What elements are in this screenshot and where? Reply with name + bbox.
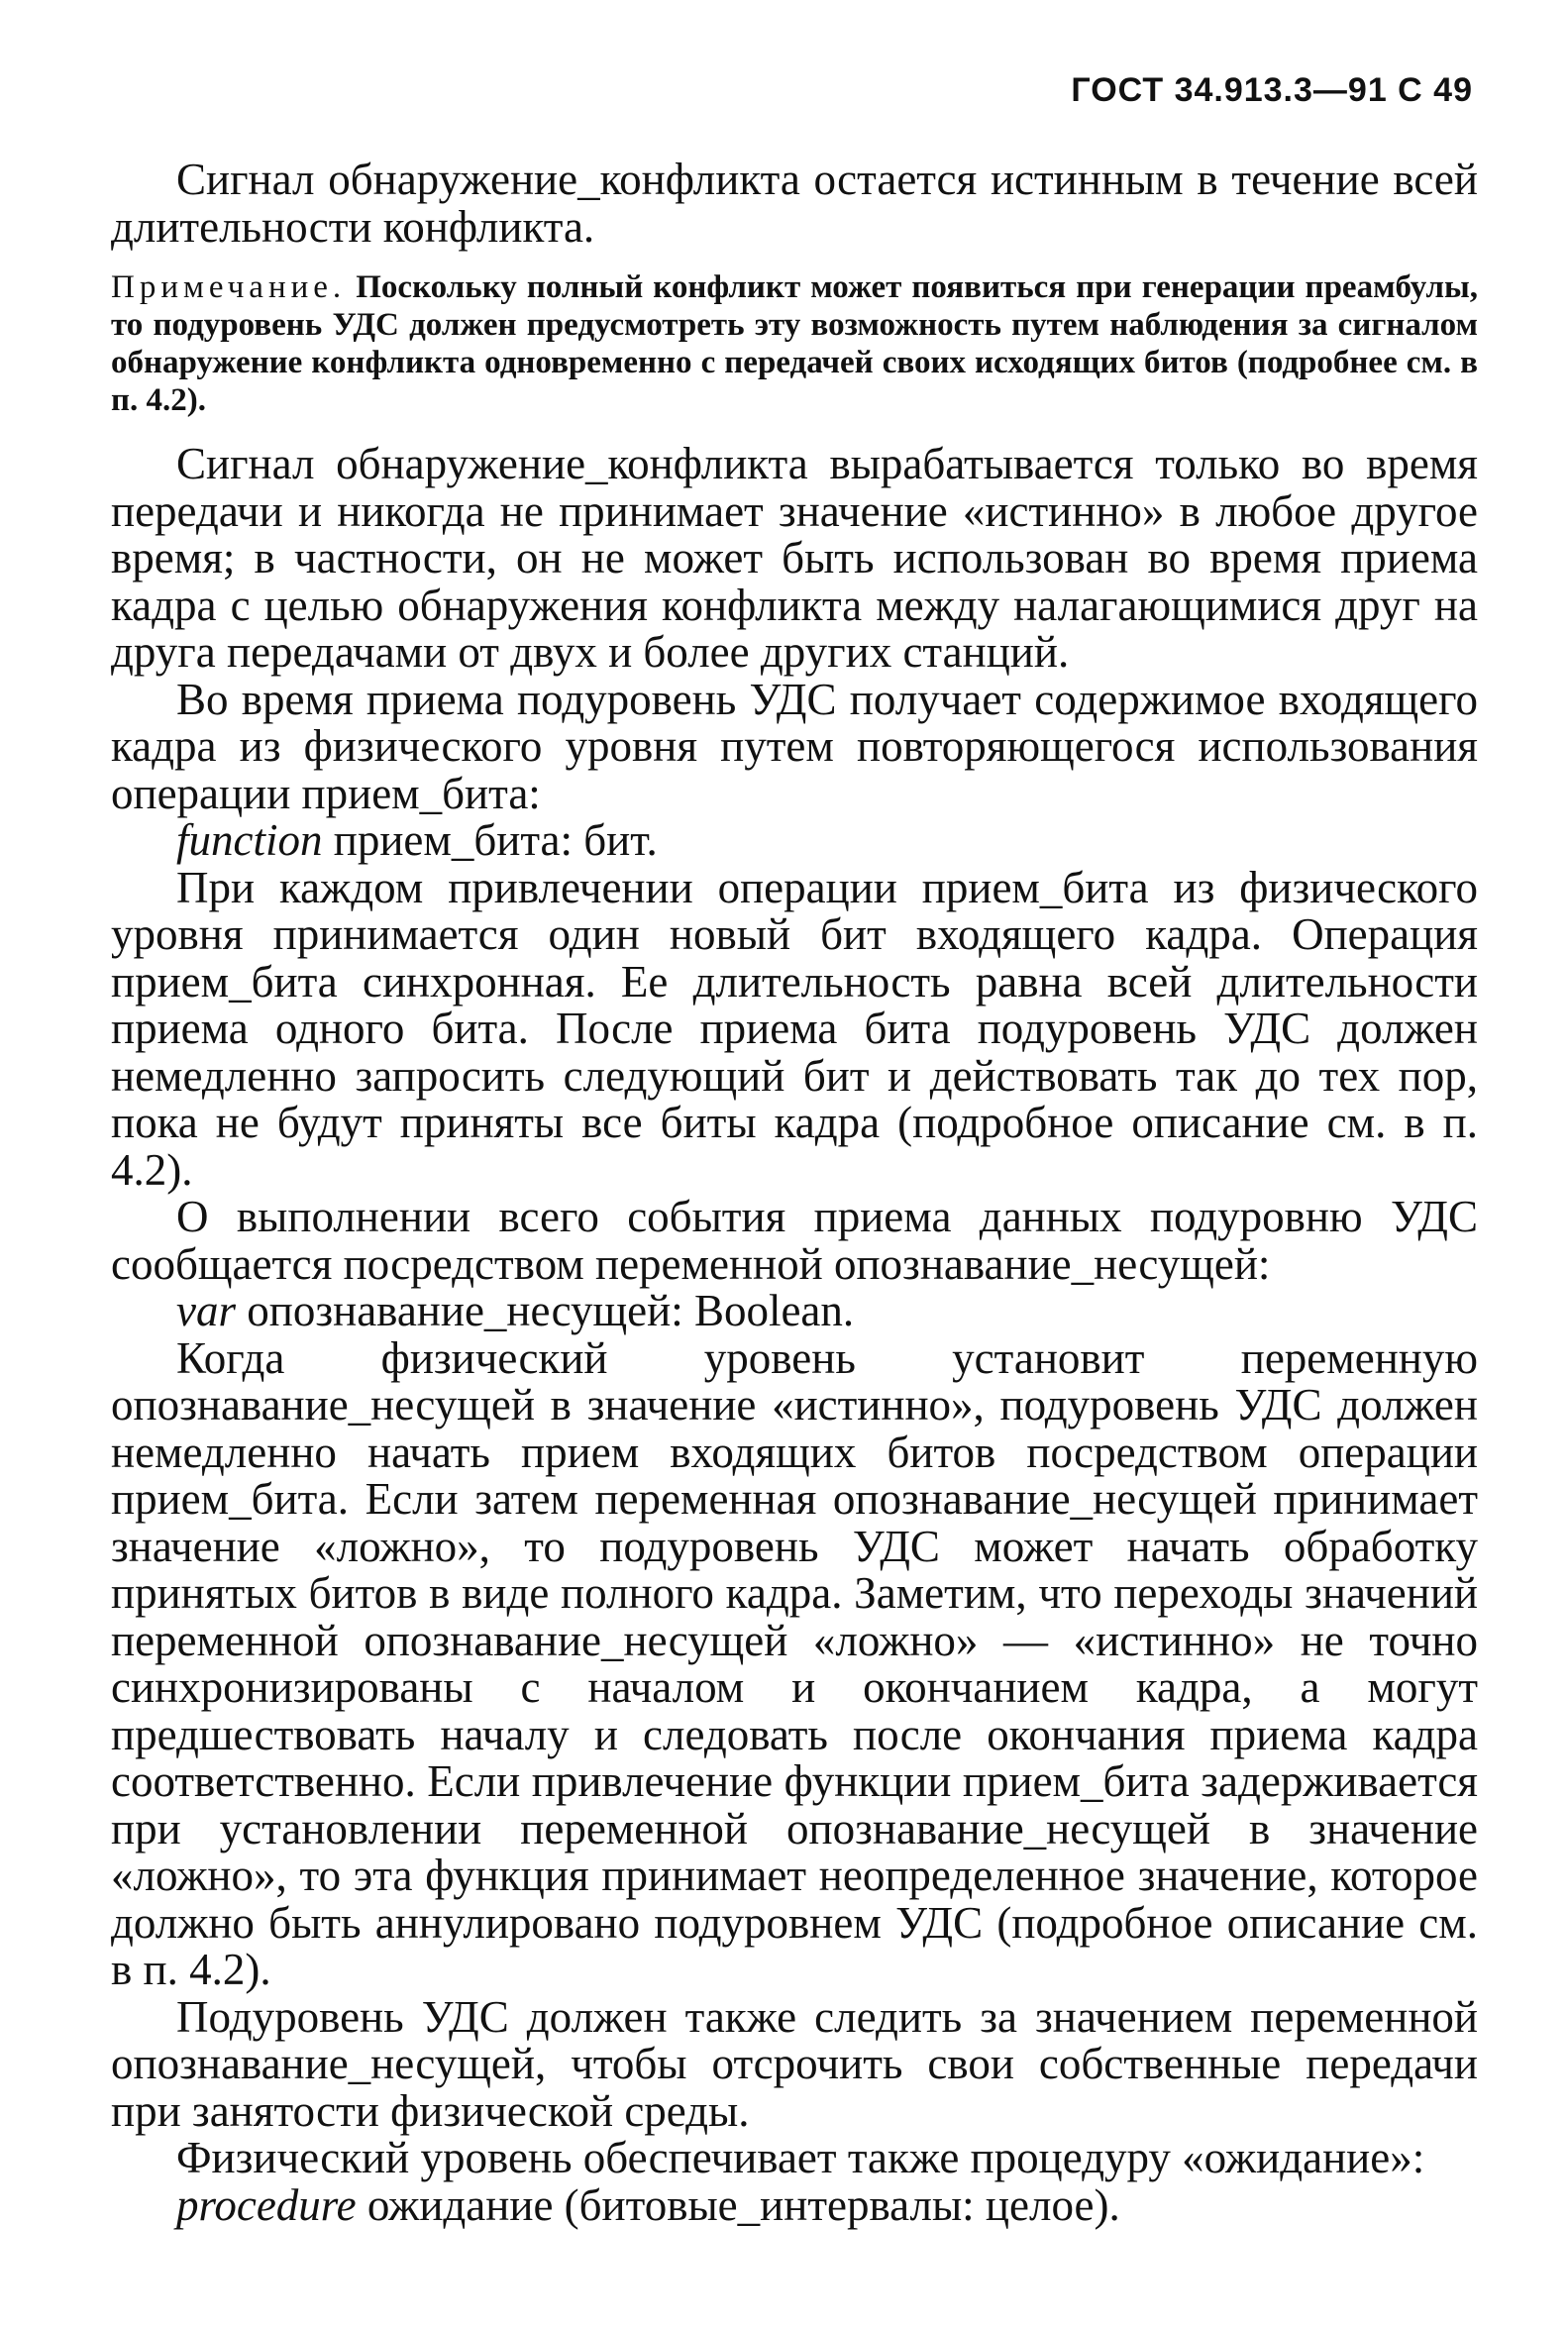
paragraph-carrier-sense-behavior: Когда физический уровень установит переменную опознавание_несущей в значение «истинно», подуровень УДС должен немедленно начать прием входящих битов посредством операции прием_бита. Если затем переменная опознавание_несущей принимает значение «ложно», то подуровень УДС может начать обработку принятых битов в виде полного кадра. Заметим, что переходы значений переменной опознавание_несущей «ложно» — «истинно» не точно синхронизированы с началом и окончанием кадра, а могут предшествовать началу и следовать после окончания приема кадра соответственно. Если привлечение функции прием_бита задерживается при установлении переменной опознавание_несущей в значение «ложно», то эта функция принимает неопределенное значение, которое должно быть аннулировано подуровнем УДС (подробное описание см. в п. 4.2). — [111, 1332, 1478, 1994]
code-procedure-wait — [111, 2179, 1478, 2230]
note-block — [111, 268, 1478, 419]
running-header: ГОСТ 34.913.3—91 С 49 — [1071, 71, 1473, 109]
code-function-signature: прием_бита: бит. — [322, 815, 658, 865]
paragraph-receive-bit-operation: При каждом привлечении операции прием_бита из физического уровня принимается один новый бит входящего кадра. Операция прием_бита синхронная. Ее длительность равна всей длительности приема одного бита. После приема бита подуровень УДС должен немедленно запросить следующий бит и действовать так до тех пор, пока не будут приняты все биты кадра (подробное описание см. в п. 4.2). — [111, 862, 1478, 1195]
code-keyword-procedure: procedure — [176, 2179, 357, 2230]
note-label: Примечание. — [111, 269, 347, 305]
paragraph-collision-detect-transmit: Сигнал обнаружение_конфликта вырабатывается только во время передачи и никогда не принимает значение «истинно» в любое другое время; в частности, он не может быть использован во время приема кадра с целью обнаружения конфликта между налагающимися друг на друга передачами от двух и более других станций. — [111, 439, 1478, 677]
code-keyword-function: function — [176, 815, 323, 865]
document-body — [111, 157, 1478, 2229]
paragraph-carrier-sense-intro: О выполнении всего события приема данных подуровню УДС сообщается посредством переменной опознавание_несущей: — [111, 1192, 1478, 1289]
code-keyword-var: var — [176, 1286, 236, 1335]
code-procedure-signature: ожидание (битовые_интервалы: целое). — [356, 2179, 1120, 2230]
paragraph-defer-transmission: Подуровень УДС должен также следить за значением переменной опознавание_несущей, чтобы отсрочить свои собственные передачи при занятости физической среды. — [111, 1991, 1478, 2136]
note-text: Поскольку полный конфликт может появиться при генерации преамбулы, то подуровень УДС должен предусмотреть эту возможность путем наблюдения за сигналом обнаружение конфликта одновременно с передачей своих исходящих битов (подробнее см. в п. 4.2). — [111, 269, 1478, 418]
code-function-receive-bit — [111, 817, 1478, 865]
paragraph-wait-procedure-intro: Физический уровень обеспечивает также процедуру «ожидание»: — [176, 2133, 1425, 2182]
paragraph-receive-bit-intro: Во время приема подуровень УДС получает содержимое входящего кадра из физического уровня путем повторяющегося использования операции прием_бита: — [111, 674, 1478, 818]
code-var-signature: опознавание_несущей: Boolean. — [236, 1286, 855, 1335]
code-var-carrier-sense — [111, 1288, 1478, 1335]
paragraph-collision-detect-true: Сигнал обнаружение_конфликта остается истинным в течение всей длительности конфликта. — [111, 155, 1478, 252]
